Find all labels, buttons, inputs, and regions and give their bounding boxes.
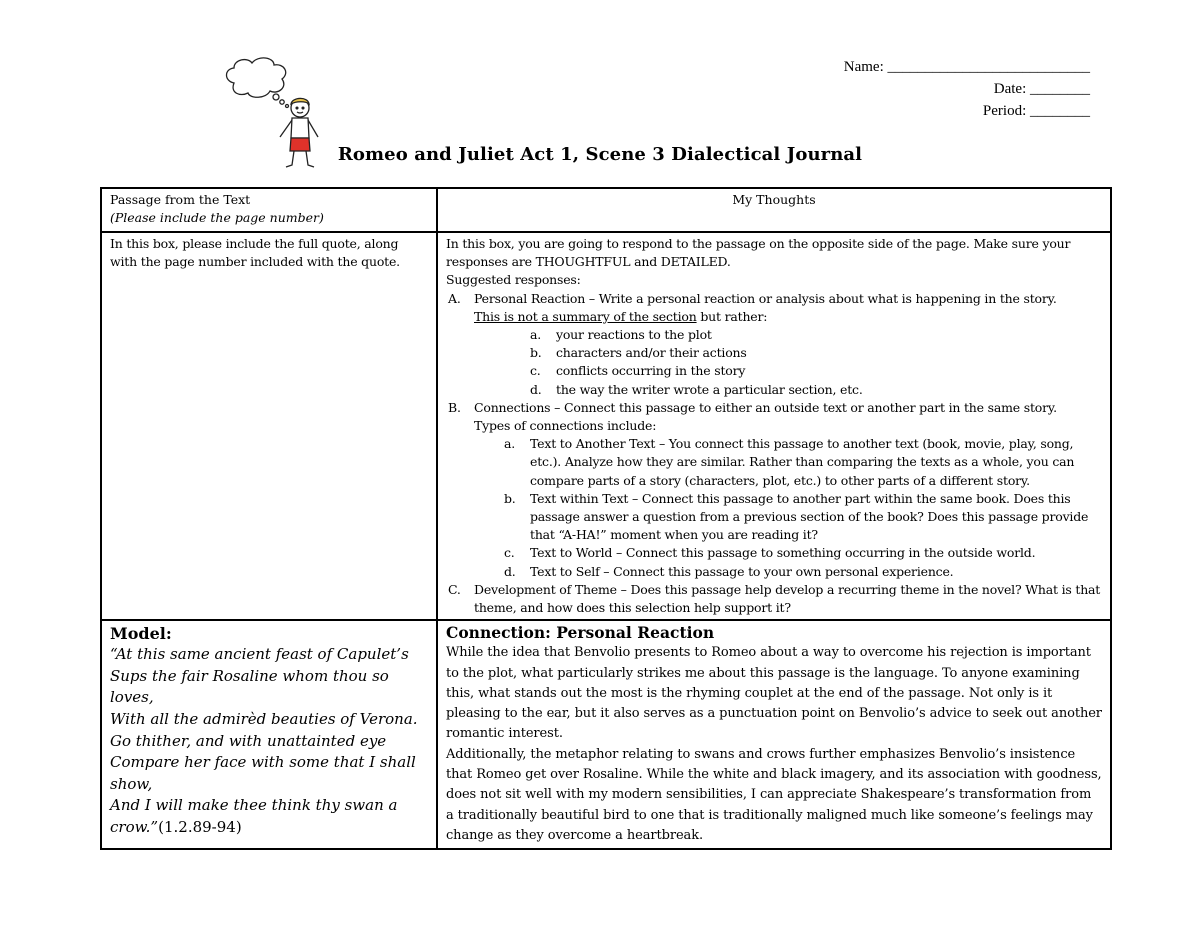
- table-header-row: [101, 188, 1111, 232]
- quote-line: Go thither, and with unattainted eye: [110, 731, 387, 750]
- suggested-responses-label: Suggested responses:: [446, 272, 581, 288]
- passage-instructions-cell[interactable]: [101, 232, 437, 620]
- model-quote: [110, 644, 428, 838]
- response-type-a: [446, 290, 1102, 326]
- passage-instructions-text: In this box, please include the full quote, along with the page number included with the quote.: [110, 236, 400, 270]
- list-item: a. Text to Another Text – You connect this passage to another text (book, movie, play, song, etc.). Analyze how they are similar. Rather than comparing the texts as a whole, you can compare parts of a story (characters, plot, etc.) to other parts of a different story.: [504, 436, 1075, 488]
- passage-header-label: Passage from the Text: [110, 192, 251, 207]
- list-item: d. Text to Self – Connect this passage to your own personal experience.: [504, 563, 954, 579]
- student-info-fields: [810, 56, 1090, 122]
- list-marker: A.: [448, 290, 461, 306]
- connection-title: Connection: Personal Reaction: [446, 623, 715, 643]
- list-item: b. characters and/or their actions: [530, 345, 747, 361]
- quote-line: Sups the fair Rosaline whom thou so loves,: [110, 666, 389, 707]
- model-thoughts-cell[interactable]: [437, 620, 1111, 849]
- quote-line: With all the admirèd beauties of Verona.: [110, 710, 418, 729]
- quote-line: “At this same ancient feast of Capulet’s: [110, 645, 409, 664]
- list-item: d. the way the writer wrote a particular section, etc.: [530, 381, 863, 397]
- passage-header-note: (Please include the page number): [110, 210, 324, 225]
- instructions-row: [101, 232, 1111, 620]
- but-rather-text: but rather:: [696, 308, 768, 324]
- page-title: Romeo and Juliet Act 1, Scene 3 Dialectical Journal: [337, 144, 863, 165]
- date-field[interactable]: Date: ________: [993, 81, 1090, 97]
- response-type-b-text: Connections – Connect this passage to either an outside text or another part in the same story.: [474, 399, 1057, 415]
- response-type-b: [446, 399, 1102, 435]
- thought-bubble-icon: [227, 58, 289, 108]
- thoughts-header-label: My Thoughts: [732, 192, 816, 207]
- list-marker: C.: [448, 581, 461, 597]
- model-passage-cell[interactable]: [101, 620, 437, 849]
- list-item: c. Text to World – Connect this passage to something occurring in the outside world.: [504, 545, 1036, 561]
- dialectical-journal-table: [100, 187, 1112, 850]
- thoughts-instructions-cell[interactable]: [437, 232, 1111, 620]
- connection-paragraph-2: Additionally, the metaphor relating to swans and crows further emphasizes Benvolio’s insistence that Romeo get over Rosaline. While the white and black imagery, and its association with goodness, does not sit well with my modern sensibilities, I can appreciate Shakespeare’s transformation from a traditionally beautiful bird to one that is traditionally maligned much like someone’s feelings may change as they overcome a heartbreak.: [446, 746, 1102, 843]
- response-type-a-text: Personal Reaction – Write a personal reaction or analysis about what is happening in the story.: [474, 290, 1057, 306]
- list-item: b. Text within Text – Connect this passage to another part within the same book. Does this passage answer a question from a previous section of the book? Does this passage provide that “A-HA!” moment when you are reading it?: [504, 490, 1089, 543]
- model-title: Model:: [110, 624, 172, 644]
- quote-line: Compare her face with some that I shall show,: [110, 753, 416, 793]
- period-field[interactable]: Period: ________: [982, 103, 1090, 119]
- thoughts-intro-text: In this box, you are going to respond to the passage on the opposite side of the page. Make sure your responses are THOUGHTFUL and DETAILED.: [446, 236, 1071, 270]
- list-item: a. your reactions to the plot: [530, 327, 712, 343]
- connection-paragraph-1: While the idea that Benvolio presents to Romeo about a way to overcome his rejection is important to the plot, what particularly strikes me about this passage is the language. To anyone examining this, what stands out the most is the rhyming couplet at the end of the passage. Not only is it pleasing to the ear, but it also serves as a punctuation point on Benvolio’s advice to seek out another romantic interest.: [446, 645, 1102, 742]
- list-item: c. conflicts occurring in the story: [530, 363, 746, 379]
- response-type-c: [446, 581, 1102, 617]
- name-field[interactable]: Name: ___________________________: [843, 59, 1090, 75]
- response-type-c-text: Development of Theme – Does this passage help develop a recurring theme in the novel? What is that theme, and how does this selection help support it?: [474, 581, 1101, 616]
- quote-citation: (1.2.89-94): [158, 818, 242, 837]
- thoughts-column-header: [437, 188, 1111, 232]
- quote-line: And I will make thee think thy swan a crow.”(1.2.89-94): [110, 796, 398, 837]
- connection-types-label: Types of connections include:: [474, 418, 657, 434]
- list-marker: B.: [448, 399, 461, 415]
- passage-column-header: [101, 188, 437, 232]
- model-row: [101, 620, 1111, 849]
- not-summary-text: This is not a summary of the section: [474, 308, 697, 324]
